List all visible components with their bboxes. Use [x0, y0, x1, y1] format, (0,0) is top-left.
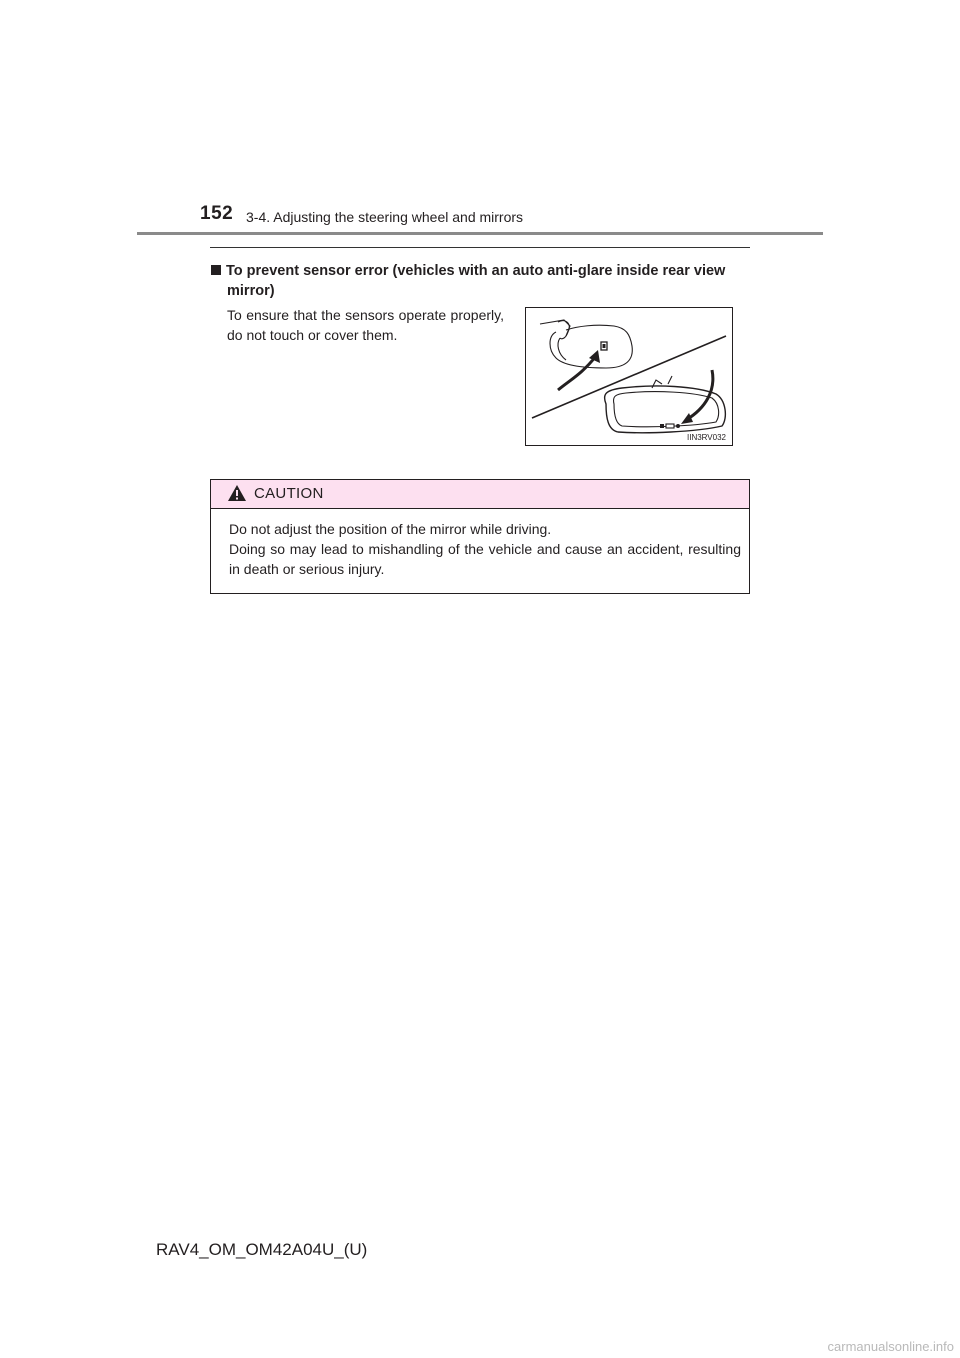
- warning-triangle-icon: [227, 484, 247, 502]
- header-rule: [137, 232, 823, 235]
- section-divider: [210, 247, 750, 248]
- page-number: 152: [200, 203, 234, 224]
- footer-document-code: RAV4_OM_OM42A04U_(U): [156, 1240, 368, 1259]
- subsection-heading: [211, 261, 751, 301]
- caution-header: [211, 480, 749, 509]
- mirror-sensor-figure: [525, 307, 733, 446]
- heading-line-2: mirror): [227, 283, 275, 299]
- caution-body: [211, 509, 749, 579]
- caution-line-2: Doing so may lead to mishandling of the vehicle and cause an accident, resulting in death or serious injury.: [229, 541, 741, 577]
- heading-line-1: To prevent sensor error (vehicles with an auto anti-glare inside rear view: [226, 263, 726, 279]
- mirror-sensor-illustration: [526, 308, 732, 445]
- watermark: carmanualsonline.info: [827, 1339, 954, 1354]
- figure-code: IIN3RV032: [687, 433, 726, 442]
- caution-line-1: Do not adjust the position of the mirror while driving.: [229, 521, 552, 537]
- bullet-square-icon: [211, 265, 221, 275]
- section-title: 3-4. Adjusting the steering wheel and mirrors: [246, 209, 524, 225]
- caution-box: [210, 479, 750, 594]
- caution-title: CAUTION: [254, 485, 324, 502]
- body-paragraph: To ensure that the sensors operate properly, do not touch or cover them.: [227, 307, 504, 343]
